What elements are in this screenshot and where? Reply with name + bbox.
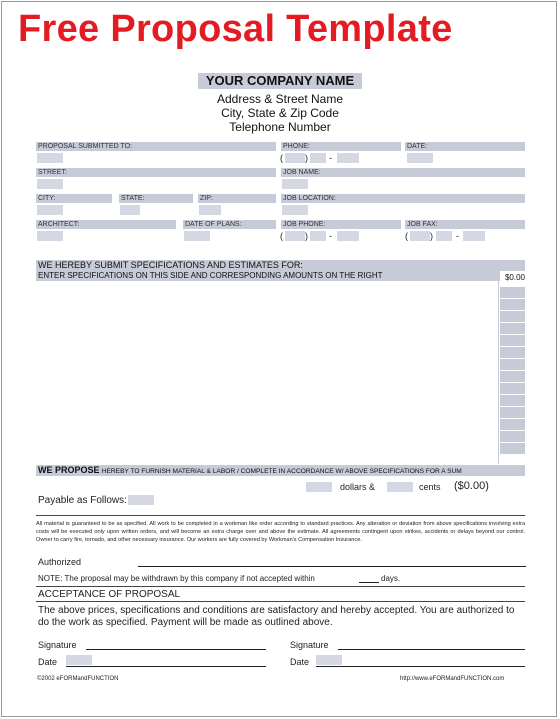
company-phone: Telephone Number: [229, 120, 331, 134]
label-job-location: JOB LOCATION:: [281, 194, 525, 203]
label-zip: ZIP:: [198, 194, 276, 203]
company-address: Address & Street Name: [216, 92, 344, 106]
job-phone-dash: -: [329, 231, 332, 241]
job-phone-paren-open: (: [280, 231, 283, 241]
amount-cell[interactable]: [500, 370, 525, 382]
phone-line-field[interactable]: [337, 153, 359, 163]
authorized-label: Authorized: [38, 557, 82, 567]
cents-label: cents: [419, 482, 441, 492]
amount-column-divider: [498, 271, 499, 464]
label-job-name: JOB NAME:: [281, 168, 525, 177]
specs-instruction: ENTER SPECIFICATIONS ON THIS SIDE AND CORRESPONDING AMOUNTS ON THE RIGHT: [36, 271, 500, 281]
acceptance-header: ACCEPTANCE OF PROPOSAL: [38, 589, 181, 600]
label-date-of-plans: DATE OF PLANS:: [183, 220, 276, 229]
note-days: days.: [381, 574, 401, 583]
label-city: CITY:: [36, 194, 112, 203]
amount-cell[interactable]: [500, 322, 525, 334]
label-submitted-to: PROPOSAL SUBMITTED TO:: [36, 142, 276, 151]
amount-cell[interactable]: [500, 382, 525, 394]
footer-copyright: ©2002 eFORMandFUNCTION: [37, 676, 119, 682]
label-street: STREET:: [36, 168, 276, 177]
date-label-left: Date: [38, 657, 58, 667]
amount-cell[interactable]: [500, 430, 525, 442]
dollars-label: dollars &: [340, 482, 376, 492]
date-line-left[interactable]: [66, 666, 266, 667]
signature-label-left: Signature: [38, 640, 77, 650]
job-phone-area-field[interactable]: [285, 231, 305, 241]
signature-line-right[interactable]: [338, 649, 525, 650]
phone-prefix-field[interactable]: [310, 153, 326, 163]
amount-cell[interactable]: [500, 406, 525, 418]
note-text: NOTE: The proposal may be withdrawn by this company if not accepted within: [38, 574, 315, 583]
signature-line-left[interactable]: [86, 649, 266, 650]
phone-dash: -: [329, 153, 332, 163]
label-job-phone: JOB PHONE:: [281, 220, 401, 229]
job-fax-prefix-field[interactable]: [436, 231, 452, 241]
propose-text: HEREBY TO FURNISH MATERIAL & LABOR / COMPLETE IN ACCORDANCE W/ ABOVE SPECIFICATIONS FOR A SUM: [101, 468, 462, 475]
date-field[interactable]: [407, 153, 433, 163]
job-phone-line-field[interactable]: [337, 231, 359, 241]
phone-area-field[interactable]: [285, 153, 305, 163]
label-phone: PHONE:: [281, 142, 401, 151]
job-phone-prefix-field[interactable]: [310, 231, 326, 241]
date-field-left[interactable]: [66, 655, 92, 665]
date-field-right[interactable]: [316, 655, 342, 665]
footer-url[interactable]: http://www.eFORMandFUNCTION.com: [400, 676, 505, 682]
amount-cell[interactable]: [500, 346, 525, 358]
payable-field[interactable]: [128, 495, 154, 505]
date-label-right: Date: [290, 657, 310, 667]
propose-bold: WE PROPOSE: [38, 465, 100, 475]
amount-cell[interactable]: [500, 418, 525, 430]
job-fax-paren-open: (: [405, 231, 408, 241]
divider-acceptance-bottom: [36, 601, 525, 602]
first-amount[interactable]: $0.00: [500, 271, 525, 285]
phone-paren-close: ): [305, 153, 308, 163]
propose-bar: [36, 465, 525, 476]
divider-acceptance: [36, 586, 525, 587]
amount-cell[interactable]: [500, 358, 525, 370]
label-state: STATE:: [119, 194, 193, 203]
signature-label-right: Signature: [290, 640, 329, 650]
job-name-field[interactable]: [282, 179, 308, 189]
banner-title: Free Proposal Template: [18, 8, 453, 50]
amount-cell[interactable]: [500, 310, 525, 322]
job-fax-dash: -: [456, 231, 459, 241]
date-of-plans-field[interactable]: [184, 231, 210, 241]
city-field[interactable]: [37, 205, 63, 215]
specs-header: WE HEREBY SUBMIT SPECIFICATIONS AND ESTIMATES FOR:: [36, 260, 525, 271]
amount-cell[interactable]: [500, 442, 525, 454]
label-date: DATE:: [405, 142, 525, 151]
job-fax-paren-close: ): [430, 231, 433, 241]
dollars-field[interactable]: [306, 482, 332, 492]
state-field[interactable]: [120, 205, 140, 215]
payable-label: Payable as Follows:: [38, 495, 127, 506]
amount-cell[interactable]: [500, 298, 525, 310]
acceptance-text: The above prices, specifications and conditions are satisfactory and hereby accepted. You are authorized to do the work as specified. Payment will be made as outlined above.: [38, 605, 515, 628]
amount-cell[interactable]: [500, 334, 525, 346]
job-fax-area-field[interactable]: [410, 231, 430, 241]
fine-print: All material is guaranteed to be as specified. All work to be completed in a workman like order according to standard practices. Any alteration or deviation from above specifications involving extra costs will be executed only upon written orders, and will become an extra charge over and above the estimate. All agreements contingent upon strikes, accidents or delays beyond our control. Owner to carry fire, tornado, and other necessary insurance. Our workers are fully covered by Workman's Compensation Insurance.: [36, 521, 525, 543]
date-line-right[interactable]: [316, 666, 525, 667]
label-architect: ARCHITECT:: [36, 220, 176, 229]
zip-field[interactable]: [199, 205, 221, 215]
specs-text-area[interactable]: [36, 283, 498, 461]
total-amount: ($0.00): [454, 480, 489, 492]
days-line[interactable]: [359, 582, 379, 583]
architect-field[interactable]: [37, 231, 63, 241]
cents-field[interactable]: [387, 482, 413, 492]
amount-cell[interactable]: [500, 394, 525, 406]
amount-cell[interactable]: [500, 286, 525, 298]
phone-paren-open: (: [280, 153, 283, 163]
company-name: YOUR COMPANY NAME: [198, 73, 362, 89]
authorized-line[interactable]: [138, 566, 526, 567]
job-phone-paren-close: ): [305, 231, 308, 241]
street-field[interactable]: [37, 179, 63, 189]
divider-top: [36, 515, 525, 516]
job-fax-line-field[interactable]: [463, 231, 485, 241]
job-location-field[interactable]: [282, 205, 308, 215]
submitted-to-field[interactable]: [37, 153, 63, 163]
label-job-fax: JOB FAX:: [405, 220, 525, 229]
company-city: City, State & Zip Code: [221, 106, 339, 120]
